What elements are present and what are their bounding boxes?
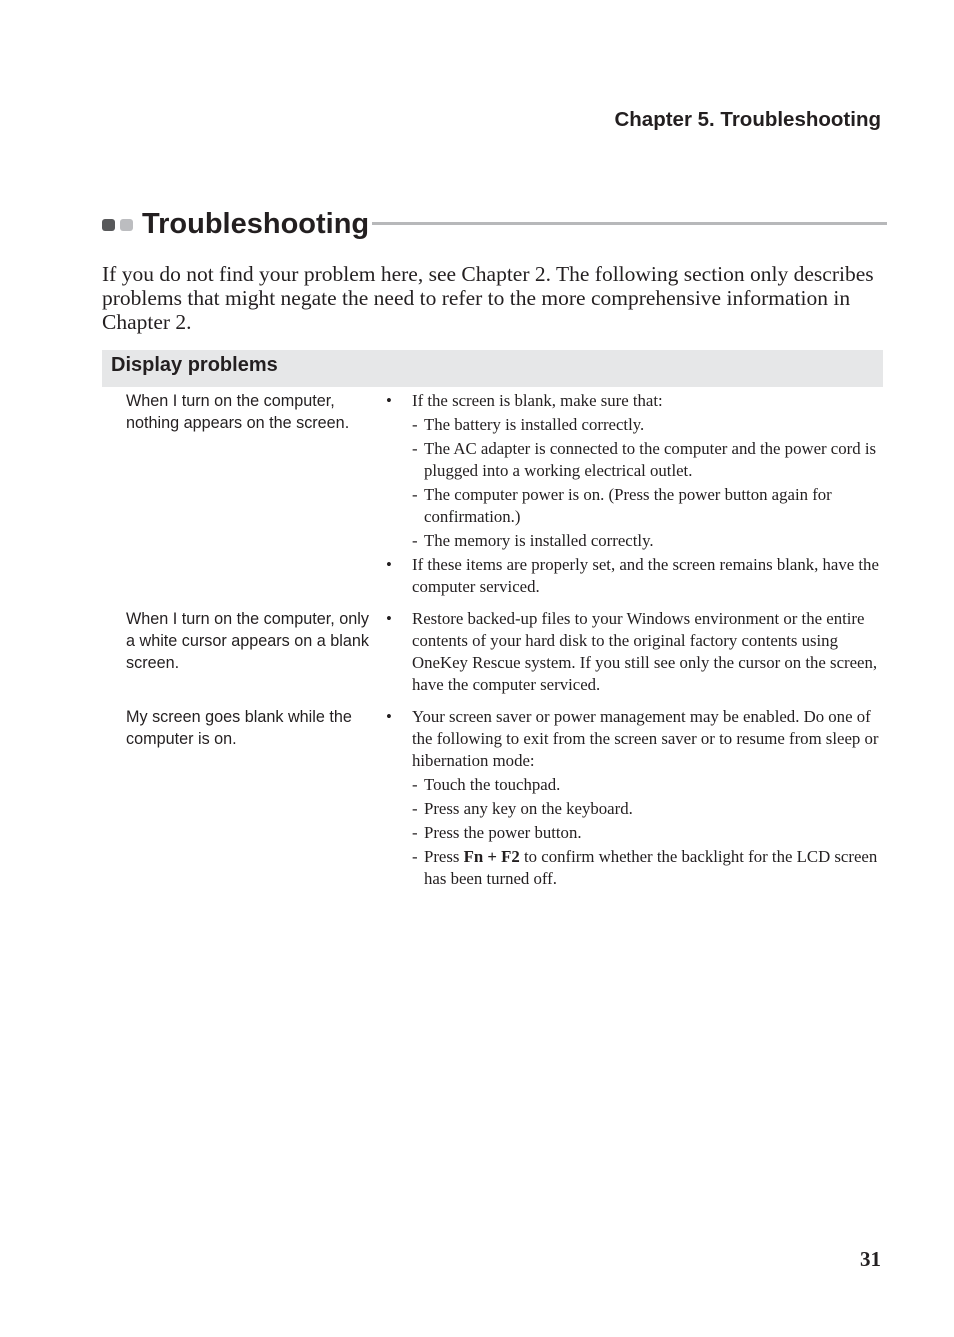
solution-bullet bbox=[386, 608, 886, 696]
bullet-icon: • bbox=[386, 707, 392, 726]
sub-item-text: The battery is installed correctly. bbox=[424, 415, 645, 434]
bullet-text: If these items are properly set, and the screen remains blank, have the computer serviced. bbox=[412, 555, 879, 596]
dash-icon: - bbox=[412, 823, 418, 842]
dash-icon: - bbox=[412, 775, 418, 794]
solution-sub-item bbox=[386, 846, 886, 890]
bullet-text: Restore backed-up files to your Windows environment or the entire contents of your hard disk to the original factory contents using OneKey Rescue system. If you still see only the cursor on the screen, have the computer serviced. bbox=[412, 609, 878, 694]
title-divider bbox=[372, 222, 887, 225]
sub-item-text: Press any key on the keyboard. bbox=[424, 799, 633, 818]
bullet-text: If the screen is blank, make sure that: bbox=[412, 391, 663, 410]
sub-item-text: The AC adapter is connected to the computer and the power cord is plugged into a working electrical outlet. bbox=[424, 439, 877, 480]
solution-sub-item bbox=[386, 484, 886, 528]
sub-item-suffix: to confirm whether the backlight for the LCD screen has been turned off. bbox=[424, 847, 878, 888]
problem-text: When I turn on the computer, nothing appears on the screen. bbox=[126, 392, 350, 432]
solution-sub-item bbox=[386, 438, 886, 482]
dash-icon: - bbox=[412, 485, 418, 504]
solution-sub-item bbox=[386, 822, 886, 844]
dash-icon: - bbox=[412, 439, 418, 458]
solution-bullet bbox=[386, 390, 886, 412]
solution-bullet bbox=[386, 554, 886, 598]
section-title: Display problems bbox=[111, 354, 278, 376]
solution-sub-item bbox=[386, 798, 886, 820]
title-square-icon bbox=[102, 219, 115, 231]
dash-icon: - bbox=[412, 799, 418, 818]
solution-sub-item bbox=[386, 414, 886, 436]
page-title: Troubleshooting bbox=[142, 208, 370, 240]
sub-item-text: Touch the touchpad. bbox=[424, 775, 561, 794]
bullet-icon: • bbox=[386, 391, 392, 410]
sub-item-text: The computer power is on. (Press the power button again for confirmation.) bbox=[424, 485, 832, 526]
solution-sub-item bbox=[386, 530, 886, 552]
solution-block bbox=[386, 706, 886, 892]
dash-icon: - bbox=[412, 415, 418, 434]
solution-bullet bbox=[386, 706, 886, 772]
chapter-header: Chapter 5. Troubleshooting bbox=[614, 108, 881, 131]
page-number: 31 bbox=[860, 1247, 881, 1271]
solution-block bbox=[386, 390, 886, 600]
bullet-text: Your screen saver or power management may be enabled. Do one of the following to exit from the screen saver or to resume from sleep or hibernation mode: bbox=[412, 707, 879, 770]
solution-sub-item bbox=[386, 774, 886, 796]
bullet-icon: • bbox=[386, 609, 392, 628]
problem-text: My screen goes blank while the computer is on. bbox=[126, 708, 352, 748]
title-row bbox=[102, 206, 887, 242]
section-header-bar bbox=[102, 350, 883, 387]
key-combination: Fn + F2 bbox=[463, 847, 520, 866]
bullet-icon: • bbox=[386, 555, 392, 574]
problem-text: When I turn on the computer, only a white cursor appears on a blank screen. bbox=[126, 610, 369, 672]
sub-item-text: Press the power button. bbox=[424, 823, 582, 842]
dash-icon: - bbox=[412, 531, 418, 550]
intro-paragraph: If you do not find your problem here, see Chapter 2. The following section only describes problems that might negate the need to refer to the more comprehensive information in Chapter 2. bbox=[102, 262, 874, 334]
sub-item-text: The memory is installed correctly. bbox=[424, 531, 654, 550]
sub-item-prefix: Press bbox=[424, 847, 464, 866]
title-square-icon bbox=[120, 219, 133, 231]
dash-icon: - bbox=[412, 847, 418, 866]
solution-block bbox=[386, 608, 886, 698]
